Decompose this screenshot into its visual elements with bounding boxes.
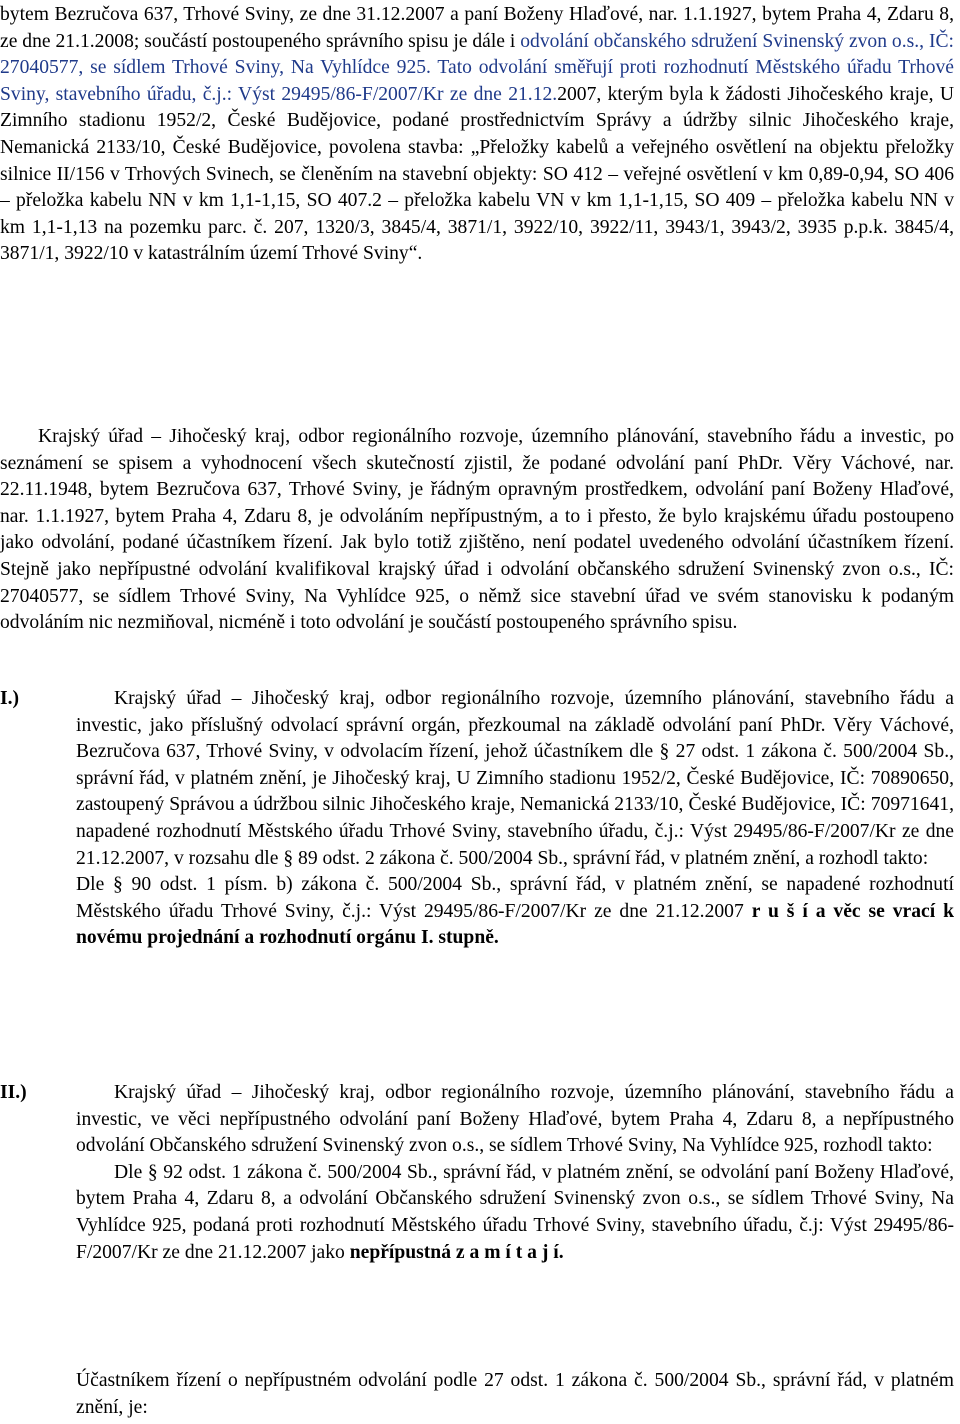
paragraph-findings: Krajský úřad – Jihočeský kraj, odbor regionálního rozvoje, územního plánování, stavebního řádu a investic, po seznámení se spisem a vyhodnocení všech skutečností zjistil, že podané odvolání paní PhDr. Věry Váchové, nar. 22.11.1948, bytem Bezručova 637, Trhové Sviny, je řádným opravným prostředkem, odvolání paní Boženy Hlaďové, nar. 1.1.1927, bytem Praha 4, Zdaru 8, je odvoláním nepřípustným, a to i přesto, že bylo krajskému úřadu postoupeno jako odvolání, podané účastníkem řízení. Jak bylo totiž zjištěno, není podatel uvedeného odvolání účastníkem řízení. Stejně jako nepřípustné odvolání kvalifikoval krajský úřad i odvolání občanského sdružení Svinenský zvon o.s., IČ: 27040577, se sídlem Trhové Sviny, Na Vyhlídce 925, o němž sice stavební úřad ve svém stanovisku k podaným odvoláním nic nezmiňoval, nicméně i toto odvolání je součástí postoupeného správního spisu.	[0, 426, 954, 634]
section-1-decision	[76, 872, 954, 952]
paragraph-participants: Účastníkem řízení o nepřípustném odvolání podle 27 odst. 1 zákona č. 500/2004 Sb., správní řád, v platném znění, je:	[76, 1370, 954, 1418]
decision-text: Dle § 92 odst. 1 zákona č. 500/2004 Sb., správní řád, v platném znění, se odvolání paní Boženy Hlaďové, bytem Praha 4, Zdaru 8, a odvolání Občanského sdružení Svinenský zvon o.s., se sídlem Trhové Sviny, Na Vyhlídce 925, podaná proti rozhodnutí Městského úřadu Trhové Sviny, stavebního úřadu, č.j: Výst 29495/86-F/2007/Kr ze dne 21.12.2007 jako	[76, 1161, 954, 1263]
section-2-body: Krajský úřad – Jihočeský kraj, odbor regionálního rozvoje, územního plánování, stavebního řádu a investic, ve věci nepřípustného odvolání paní Boženy Hlaďové, bytem Praha 4, Zdaru 8, a nepřípustného odvolání Občanského sdružení Svinenský zvon o.s., se sídlem Trhové Sviny, Na Vyhlídce 925, rozhodl takto:	[76, 1082, 954, 1157]
section-2	[76, 1080, 954, 1266]
paragraph-text: bytem Bezručova 637, Trhové Sviny, ze dne 31.12.2007 a paní Boženy Hlaďové, nar. 1.1.1927, bytem Praha 4, Zdaru 8, ze dne 21.1.2008; součástí postoupeného správního spisu je dále i	[0, 4, 954, 52]
section-1	[76, 686, 954, 952]
section-1-body: Krajský úřad – Jihočeský kraj, odbor regionálního rozvoje, územního plánování, stavebního řádu a investic, jako příslušný odvolací správní orgán, přezkoumal na základě odvolání paní PhDr. Věry Váchové, Bezručova 637, Trhové Sviny, v odvolacím řízení, jehož účastníkem dle § 27 odst. 1 zákona č. 500/2004 Sb., správní řád, v platném znění, je Jihočeský kraj, U Zimního stadionu 1952/2, České Budějovice, IČ: 70890650, zastoupený Správou a údržbou silnic Jihočeského kraje, Nemanická 2133/10, České Budějovice, IČ: 70971641, napadené rozhodnutí Městského úřadu Trhové Sviny, stavebního úřadu, č.j.: Výst 29495/86-F/2007/Kr ze dne 21.12.2007, v rozsahu dle § 89 odst. 2 zákona č. 500/2004 Sb., správní řád, v platném znění, a rozhodl takto:	[76, 688, 954, 869]
section-number-2: II.)	[0, 1082, 27, 1103]
section-2-decision	[76, 1160, 954, 1266]
highlighted-text: odvolání občanského sdružení Svinenský zvon o.s., IČ: 27040577, se sídlem Trhové Sviny, Na Vyhlídce 925. Tato odvolání směřují proti rozhodnutí Městského úřadu Trhové Sviny, stavebního úřadu, č.j.: Výst 29495/86-F/2007/Kr ze dne 21.12.	[0, 30, 954, 105]
paragraph-appeals-intro	[0, 2, 954, 268]
section-number-1: I.)	[0, 688, 20, 709]
decision-text: Dle § 90 odst. 1 písm. b) zákona č. 500/2004 Sb., správní řád, v platném znění, se napadené rozhodnutí Městského úřadu Trhové Sviny, č.j.: Výst 29495/86-F/2007/Kr ze dne 21.12.2007	[76, 874, 954, 922]
decision-verdict: r u š í a věc se vrací k novému projednání a rozhodnutí orgánu I. stupně.	[76, 900, 955, 949]
paragraph-text: 2007, kterým byla k žádosti Jihočeského kraje, U Zimního stadionu 1952/2, České Budějovice, podané prostřednictvím Správy a údržby silnic Jihočeského kraje, Nemanická 2133/10, České Budějovice, povolena stavba: „Přeložky kabelů a veřejného osvětlení na objektu přeložky silnice II/156 v Trhových Svinech, se členěním na stavební objekty: SO 412 – veřejné osvětlení v km 0,89-0,94, SO 406 – přeložka kabelu NN v km 1,1-1,15, SO 407.2 – přeložka kabelu VN v km 1,1-1,15, SO 409 – přeložka kabelu NN v km 1,1-1,13 na pozemku parc. č. 207, 1320/3, 3845/4, 3871/1, 3922/10, 3922/11, 3943/1, 3943/2, 3935 p.p.k. 3845/4, 3871/1, 3922/10 v katastrálním území Trhové Sviny“.	[0, 83, 954, 265]
decision-verdict: nepřípustná z a m í t a j í.	[349, 1241, 564, 1263]
